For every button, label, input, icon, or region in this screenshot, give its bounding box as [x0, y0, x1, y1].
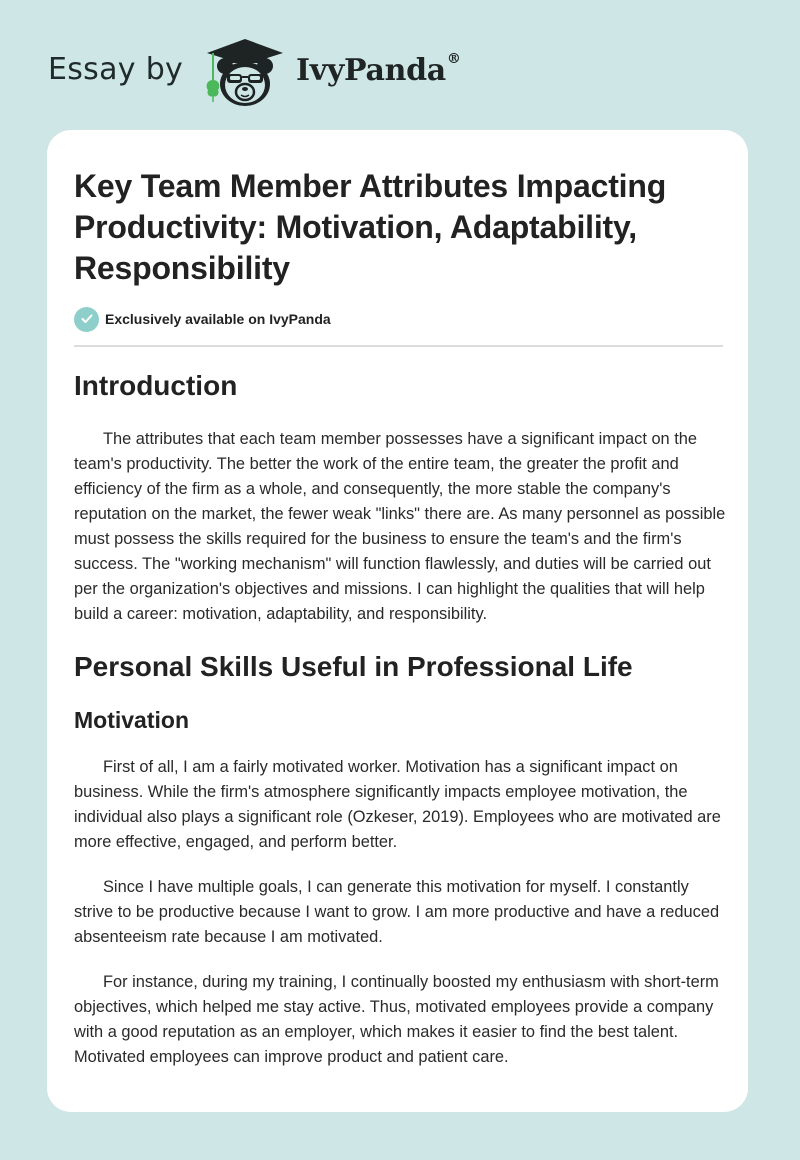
check-circle-icon	[74, 307, 99, 332]
subsection-heading-motivation: Motivation	[74, 707, 189, 733]
paragraph: First of all, I am a fairly motivated worker. Motivation has a significant impact on business. While the firm's atmosphere significantly impacts employee motivation, the individual also plays a significant role (Ozkeser, 2019). Employees who are motivated are more effective, engaged, and perform better.	[74, 758, 721, 851]
ivypanda-logo[interactable]	[296, 53, 461, 88]
section-heading-introduction: Introduction	[74, 370, 238, 401]
paragraph: Since I have multiple goals, I can generate this motivation for myself. I constantly strive to be productive because I want to grow. I am more productive and have a reduced absenteeism rate because I am motivated.	[74, 878, 720, 946]
paragraph: The attributes that each team member possesses have a significant impact on the team's productivity. The better the work of the entire team, the greater the profit and efficiency of the firm as a whole, and consequently, the more stable the company's reputation on the market, the fewer weak "links" there are. As many personnel as possible must possess the skills required for the business to ensure the team's and the firm's success. The "working mechanism" will function flawlessly, and duties will be carried out per the organization's objectives and missions. I can highlight the qualities that will help build a career: motivation, adaptability, and responsibility.	[74, 430, 726, 623]
title-divider	[74, 345, 723, 347]
section-heading-personal-skills: Personal Skills Useful in Professional Life	[74, 651, 633, 682]
brand-name: IvyPanda	[296, 53, 446, 88]
essay-card	[47, 130, 748, 1112]
exclusive-label: Exclusively available on IvyPanda	[105, 311, 331, 327]
essay-body	[74, 366, 726, 1070]
essay-by-label: Essay by	[48, 52, 184, 87]
exclusive-badge	[74, 306, 331, 332]
registered-mark: ®	[446, 51, 461, 67]
site-header	[0, 0, 800, 130]
essay-title: Key Team Member Attributes Impacting Productivity: Motivation, Adaptability, Responsibility	[74, 168, 667, 286]
paragraph: For instance, during my training, I continually boosted my enthusiasm with short-term objectives, which helped me stay active. Thus, motivated employees provide a company with a good reputation as an employer, which makes it easier to find the best talent. Motivated employees can improve product and patient care.	[74, 973, 719, 1066]
panda-graduation-cap-icon[interactable]	[203, 36, 287, 108]
